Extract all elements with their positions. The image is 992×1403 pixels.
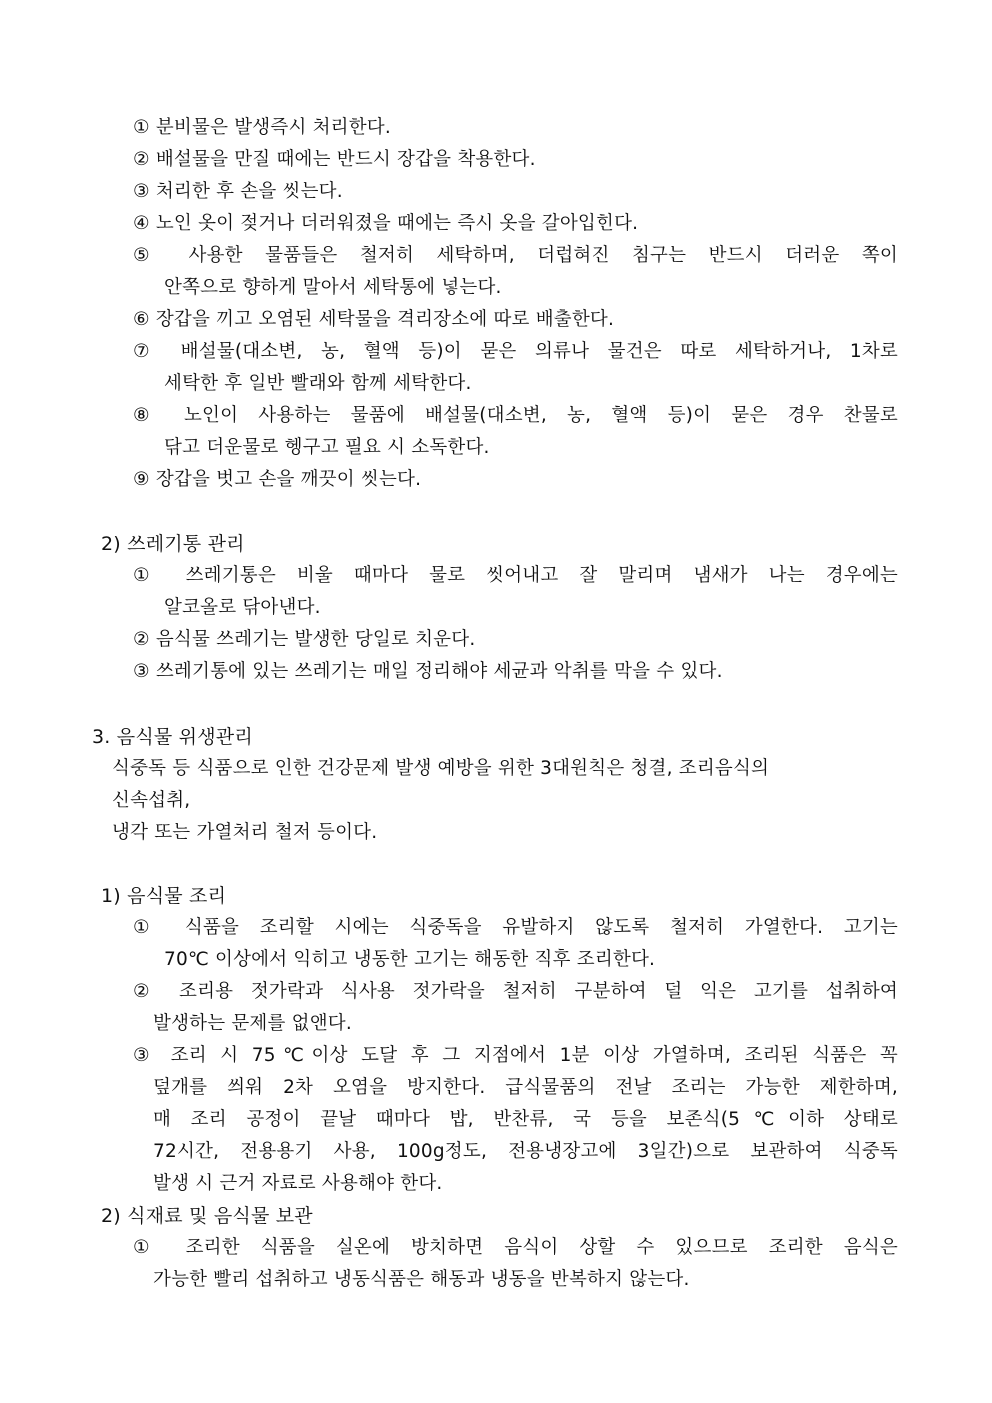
list-item: ③ 쓰레기통에 있는 쓰레기는 매일 정리해야 세균과 악취를 막을 수 있다. [133, 661, 723, 682]
list-item: ④ 노인 옷이 젖거나 더러워졌을 때에는 즉시 옷을 갈아입힌다. [133, 213, 639, 234]
list-item: ① 조리한 식품을 실온에 방치하면 음식이 상할 수 있으므로 조리한 음식은 [133, 1237, 898, 1258]
list-item-continuation: 가능한 빨리 섭취하고 냉동식품은 해동과 냉동을 반복하지 않는다. [153, 1269, 690, 1290]
list-item-continuation: 70℃ 이상에서 익히고 냉동한 고기는 해동한 직후 조리한다. [164, 949, 656, 970]
intro-paragraph-line: 식중독 등 식품으로 인한 건강문제 발생 예방을 위한 3대원칙은 청결, 조리음식의 [112, 758, 770, 779]
list-item-continuation: 72시간, 전용용기 사용, 100g정도, 전용냉장고에 3일간)으로 보관하여 식중독 [153, 1141, 898, 1162]
list-item-continuation: 알코올로 닦아낸다. [164, 597, 321, 618]
list-item: ⑥ 장갑을 끼고 오염된 세탁물을 격리장소에 따로 배출한다. [133, 309, 615, 330]
list-item-continuation: 발생 시 근거 자료로 사용해야 한다. [153, 1173, 443, 1194]
list-item-continuation: 안쪽으로 향하게 말아서 세탁통에 넣는다. [164, 277, 502, 298]
section-heading-trash: 2) 쓰레기통 관리 [101, 533, 245, 555]
list-item-continuation: 세탁한 후 일반 빨래와 함께 세탁한다. [164, 373, 472, 394]
list-item: ⑦ 배설물(대소변, 농, 혈액 등)이 묻은 의류나 물건은 따로 세탁하거나, 1차로 [133, 341, 898, 362]
list-item: ⑧ 노인이 사용하는 물품에 배설물(대소변, 농, 혈액 등)이 묻은 경우 찬물로 [133, 405, 898, 426]
list-item-continuation: 발생하는 문제를 없앤다. [153, 1013, 352, 1034]
list-item: ② 배설물을 만질 때에는 반드시 장갑을 착용한다. [133, 149, 536, 170]
list-item: ① 분비물은 발생즉시 처리한다. [133, 117, 391, 138]
list-item: ⑤ 사용한 물품들은 철저히 세탁하며, 더럽혀진 침구는 반드시 더러운 쪽이 [133, 245, 898, 266]
list-item-continuation: 덮개를 씌워 2차 오염을 방지한다. 급식물품의 전날 조리는 가능한 제한하며, [153, 1077, 898, 1098]
list-item-continuation: 닦고 더운물로 헹구고 필요 시 소독한다. [164, 437, 490, 458]
list-item: ② 조리용 젓가락과 식사용 젓가락을 철저히 구분하여 덜 익은 고기를 섭취하여 [133, 981, 898, 1002]
section-heading-cooking: 1) 음식물 조리 [101, 885, 227, 907]
list-item: ① 쓰레기통은 비울 때마다 물로 씻어내고 잘 말리며 냄새가 나는 경우에는 [133, 565, 898, 586]
list-item: ② 음식물 쓰레기는 발생한 당일로 치운다. [133, 629, 476, 650]
intro-paragraph-line: 신속섭취, [112, 790, 191, 811]
list-item: ① 식품을 조리할 시에는 식중독을 유발하지 않도록 철저히 가열한다. 고기는 [133, 917, 898, 938]
list-item-continuation: 매 조리 공정이 끝날 때마다 밥, 반찬류, 국 등을 보존식(5℃이하 상태로 [153, 1109, 898, 1130]
list-item: ③ 처리한 후 손을 씻는다. [133, 181, 343, 202]
intro-paragraph-line: 냉각 또는 가열처리 철저 등이다. [112, 822, 378, 843]
list-item: ⑨ 장갑을 벗고 손을 깨끗이 씻는다. [133, 469, 422, 490]
list-item: ③ 조리 시 75℃이상 도달 후 그 지점에서 1분 이상 가열하며, 조리된 식품은 꼭 [133, 1045, 898, 1066]
section-heading-food: 3. 음식물 위생관리 [92, 726, 253, 748]
section-heading-storage: 2) 식재료 및 음식물 보관 [101, 1205, 313, 1227]
